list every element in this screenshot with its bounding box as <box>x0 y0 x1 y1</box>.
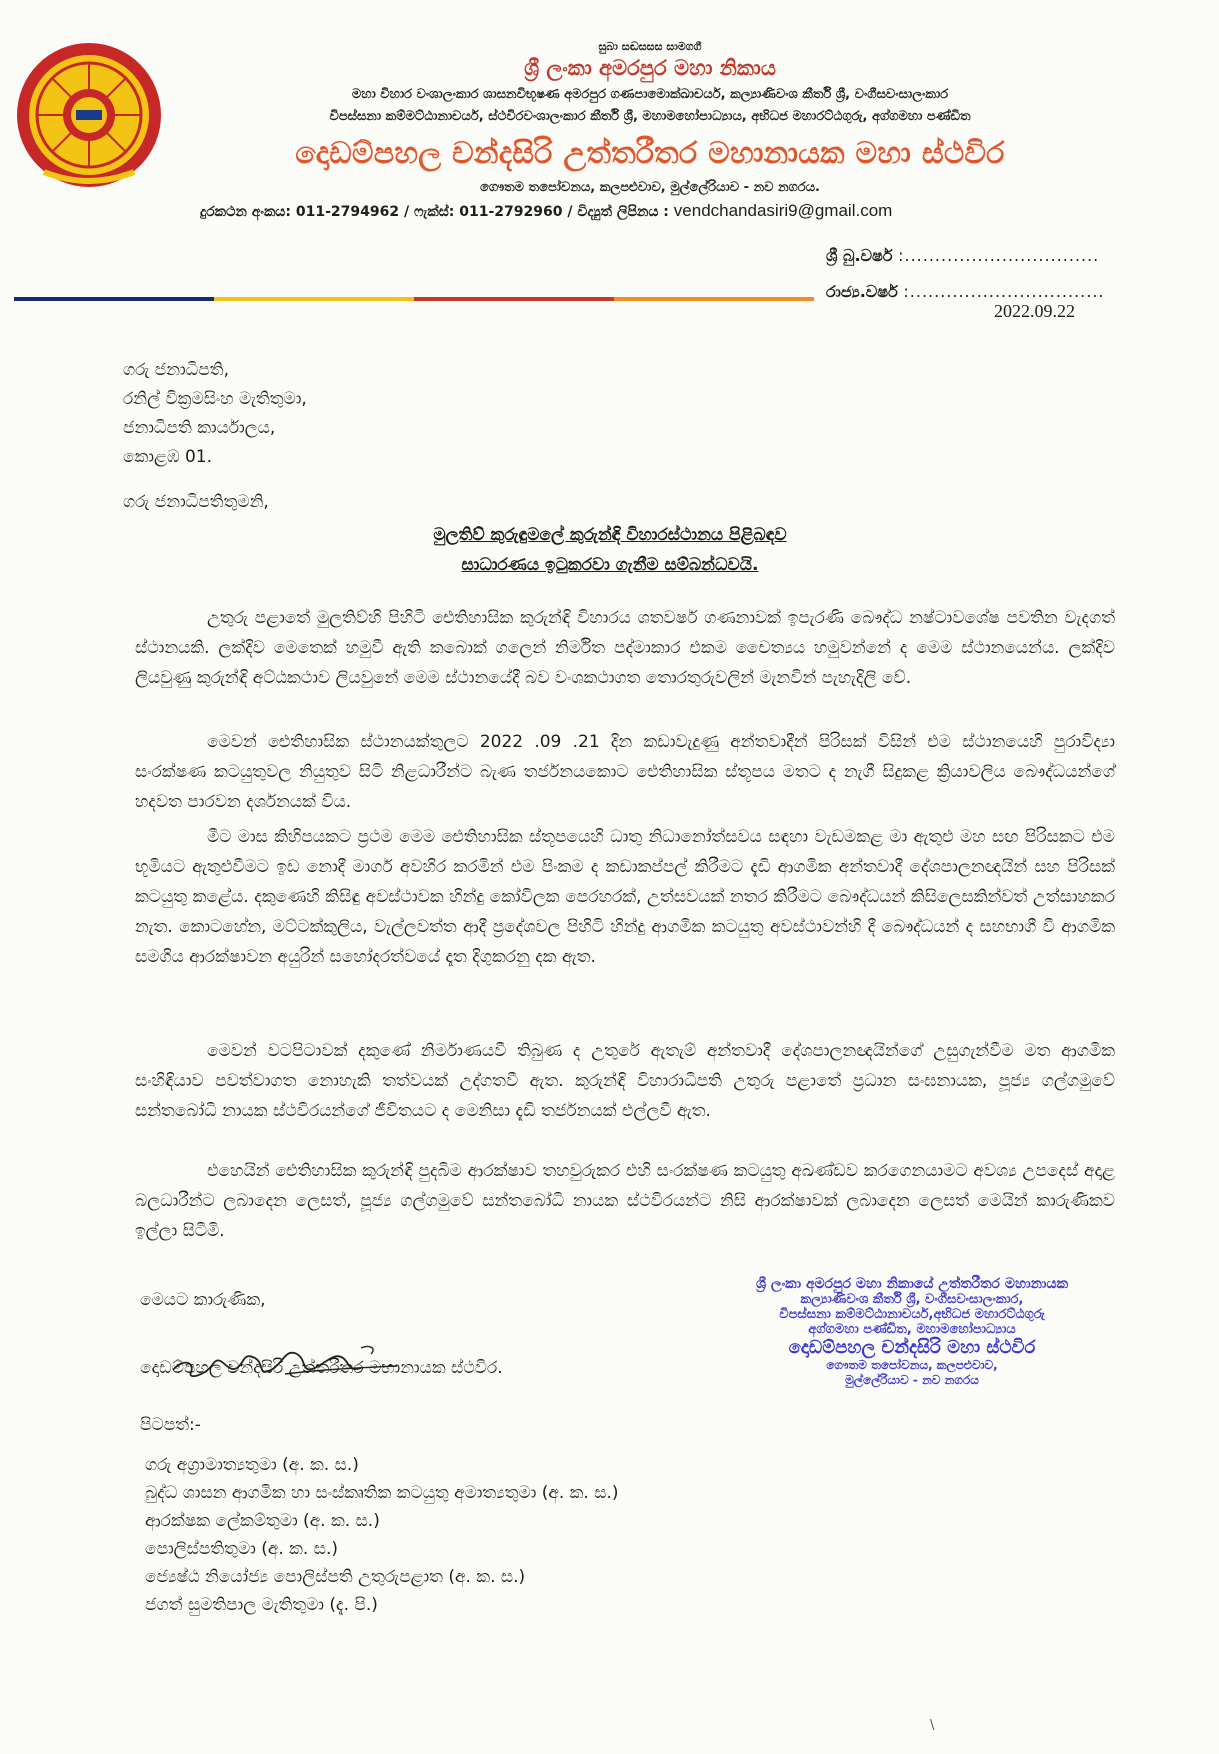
recipient-line: ගරු ජනාධිපති, <box>123 360 229 380</box>
body-paragraph: මීට මාස කිහිපයකට ප්‍රථම මෙම ඓතිහාසික ස්තූපයෙහි ධාතු නිධානෝත්සවය සඳහා වැඩමකළ මා ඇතුළු මහ සඟ පිරිසකට එම භූමියට ඇතුළුවීමට ඉඩ නොදී මාර්ග අවහිර කරමින් එම පිංකම ද කඩාකප්පල් කිරීමට දැඩි ආගමික අන්තවාදී දේශපාලනඥයින් සහ පිරිසක් කටයුතු කළේය. දකුණෙහි කිසිඳු අවස්ථාවක හින්දු කෝවිලක පෙරහරක්, උත්සවයක් නතර කිරීමට බෞද්ධයන් කිසිලෙසකින්වත් උත්සාහකර නැත. කොටහේන, මට්ටක්කුලිය, වැල්ලවත්ත ආදී ප්‍රදේශවල පිහිටි හින්දු ආගමික කටයුතු අවස්ථාවන්හි දී බෞද්ධයන් ද සහභාගී වී ආගමික සමගිය ආරක්ෂාවන අයුරින් සහෝදරත්වයේ දෑත දිගුකරනු දක ඇත. <box>135 827 1115 967</box>
letterhead-divider <box>14 297 814 301</box>
subject-line <box>270 555 950 575</box>
fax-number: 011-2792960 <box>459 204 563 220</box>
stamp-line: ශ්‍රී ලංකා අමරපුර මහා නිකායේ උත්තරීතර මහානායක <box>756 1276 1068 1292</box>
letterhead-blessing: සුබා සඬසසස සාමගගී <box>598 40 702 53</box>
official-stamp <box>722 1276 1102 1388</box>
cc-item: ජ්‍යෙෂ්ඨ නියෝජ්‍ය පොලිස්පති උතුරුපළාත (අ. ක. ස.) <box>145 1567 526 1587</box>
letterhead-nikaya: ශ්‍රී ලංකා අමරපුර මහා නිකාය <box>524 56 776 80</box>
subject-text: සාධාරණය ඉටුකරවා ගැනීම සම්බන්ධවයි. <box>461 555 759 575</box>
letterhead-contact <box>200 201 892 221</box>
stamp-line: දොඩම්පහල චන්දසිරි මහා ස්ථවිර <box>788 1337 1036 1358</box>
letterhead-titles-line1: මහා විහාර වංශාලංකාර ශාසනවිභූෂණ අමරපුර ගණපාමොක්ඛාචර්ය, කල්‍යාණිවංශ කීර්ති ශ්‍රී, වංගීසවංසාලංකාර <box>351 87 949 102</box>
divider-segment <box>214 297 414 301</box>
letter-date: 2022.09.22 <box>994 301 1075 321</box>
subject-text: මුලතිව් කුරුඳුමලේ කුරුන්ඳි විහාරස්ථානය පිළිබඳව <box>433 525 787 545</box>
cc-item: පොලිස්පතිතුමා (අ. ක. ස.) <box>145 1539 338 1559</box>
cc-item: ගරු අග්‍රාමාත්‍යතුමා (අ. ක. ස.) <box>145 1455 359 1475</box>
cc-item: ආරක්ෂක ලේකම්තුමා (අ. ක. ස.) <box>145 1511 380 1531</box>
cc-item: බුද්ධ ශාසන ආගමික හා සංස්කෘතික කටයුතු අමාත්‍යතුමා (අ. ක. ස.) <box>145 1483 619 1503</box>
phone-number: 011-2794962 <box>295 204 400 220</box>
divider-segment <box>14 297 214 301</box>
ref-state-year <box>826 282 1105 302</box>
letterhead-address: ගෞතම තපෝවනය, කලපළුවාව, මුල්ලේරියාව - නව නගරය. <box>479 180 820 195</box>
cc-item: ජගත් සුමතිපාල මැතිතුමා (දැ. පි.) <box>145 1595 378 1615</box>
ref-buddhist-year-label: ශ්‍රී බු.වර්ෂ <box>826 246 893 265</box>
signer-name: දොඩම්පහල චන්දසිරි උත්තරීතර මහානායක ස්ථවිර. <box>140 1358 503 1378</box>
phone-label: දුරකථන අංකය: <box>200 204 291 220</box>
page-mark: \ <box>930 1718 935 1733</box>
recipient-line: ජනාධිපති කාර්යාලය, <box>123 418 276 438</box>
stamp-line: ගෞතම තපෝවනය, කලපළුවාව, <box>826 1358 998 1372</box>
letterhead-titles-line2: විපස්සනා කම්මට්ඨානාචර්ය, ස්ථවිරවංශාලංකාර කීර්ති ශ්‍රී, මහාමහෝපාධ්‍යාය, අභිධජ මහාරට්ඨගුරු, අග්ගමහා පණ්ඩිත <box>329 109 971 124</box>
stamp-line: විපස්සනා කම්මට්ඨානාචර්ය,අභිධජ මහාරට්ඨගුරු <box>779 1307 1045 1322</box>
stamp-line: අග්ගමහා පණ්ඩිත, මහාමහෝපාධ්‍යාය <box>808 1322 1016 1337</box>
stamp-line: මුල්ලේරියාව - නව නගරය <box>845 1373 979 1387</box>
ref-state-year-label: රාජ්‍ය.වර්ෂ <box>826 282 898 301</box>
divider-segment <box>614 297 814 301</box>
salutation: ගරු ජනාධිපතිතුමනි, <box>123 492 269 512</box>
cc-heading: පිටපත්:- <box>140 1415 201 1435</box>
email-label: / විද්‍යුත් ලිපිනය : <box>567 204 669 220</box>
closing: මෙයට කාරුණික, <box>140 1290 266 1310</box>
recipient-line: කොළඹ 01. <box>123 447 212 467</box>
nikaya-seal-logo <box>14 40 164 190</box>
body-paragraph: එහෙයින් ඓතිහාසික කුරුන්ඳි පුදබිම ආරක්ෂාව තහවුරුකර එහි සංරක්ෂණ කටයුතු අඛණ්ඩව කරගෙනයාමට අවශ්‍ය උපදෙස් අදාළ බලධාරීන්ට ලබාදෙන ලෙසත්, පූජ්‍ය ගල්ගමුවේ සන්තබෝධි නායක ස්ථවිරයන්ට නිසි ආරක්ෂාවක් ලබාදෙන ලෙසත් මෙයින් කාරුණිකව ඉල්ලා සිටිමි. <box>135 1161 1115 1241</box>
ref-buddhist-year-fill: :................................ <box>898 246 1100 265</box>
fax-label: / ෆැක්ස්: <box>403 204 455 220</box>
divider-segment <box>414 297 614 301</box>
stamp-line: කල්‍යාණිවංශ කීර්ති ශ්‍රී, වංගීසවංසාලංකාර, <box>800 1292 1024 1307</box>
ref-state-year-fill: :................................ <box>903 282 1105 301</box>
ref-buddhist-year <box>826 246 1099 266</box>
recipient-line: රනිල් වික්‍රමසිංහ මැතිතුමා, <box>123 389 307 409</box>
body-paragraph: මෙවන් ඓතිහාසික ස්ථානයක්තුලට 2022 .09 .21 දින කඩාවැදුණු අන්තවාදීන් පිරිසක් විසින් එම ස්ථානයෙහි පුරාවිද්‍යා සංරක්ෂණ කටයුතුවල නියුතුව සිටි නිළධාරීන්ට බැණ තර්ජනයකොට ඓතිහාසික ස්තූපය මතට ද නැගී සිදුකළ ක්‍රියාවලිය බෞද්ධයන්ගේ හදවත පාරවන දර්ශනයක් විය. <box>135 732 1115 812</box>
email-address: vendchandasiri9@gmail.com <box>673 201 893 220</box>
letterhead-monk-name: දොඩම්පහල චන්දසිරි උත්තරීතර මහානායක මහා ස්ථවිර <box>295 136 1005 171</box>
subject-line <box>270 525 950 545</box>
body-paragraph: මෙවන් වටපිටාවක් දකුණේ නිර්මාණයවී තිබුණ ද උතුරේ ඇතැම් අන්තවාදී දේශපාලනඥයින්ගේ උසුගැන්වීම මත ආගමික සංහිඳියාව පවත්වාගත නොහැකි තත්වයක් උද්ගතවී ඇත. කුරුන්ඳි විහාරාධිපති උතුරු පළාතේ ප්‍රධාන සංඝනායක, පූජ්‍ය ගල්ගමුවේ සන්තබෝධි නායක ස්ථවිරයන්ගේ ජීවිතයට ද මෙනිසා දැඩි තර්ජනයක් එල්ලවී ඇත. <box>135 1041 1115 1121</box>
body-paragraph: උතුරු පළාතේ මුලතිව්හි පිහිටි ඓතිහාසික කුරුන්ඳි විහාරය ශතවර්ෂ ගණනාවක් ඉපැරණි බෞද්ධ නෂ්ටාවශේෂ පවතින වැදගත් ස්ථානයකි. ලක්දිව මෙතෙක් හමුවී ඇති කබොක් ගලෙන් නිර්මිත පද්මාකාර එකම චෛත්‍යය හමුවන්නේ ද මෙම ස්ථානයෙන්ය. ලක්දිව ලියවුණු කුරුන්ඳි අට්ඨකථාව ලියවුනේ මෙම ස්ථානයේදී බව වංශකථාගත තොරතුරුවලින් මැනවින් පැහැදිලි වේ. <box>135 608 1115 688</box>
